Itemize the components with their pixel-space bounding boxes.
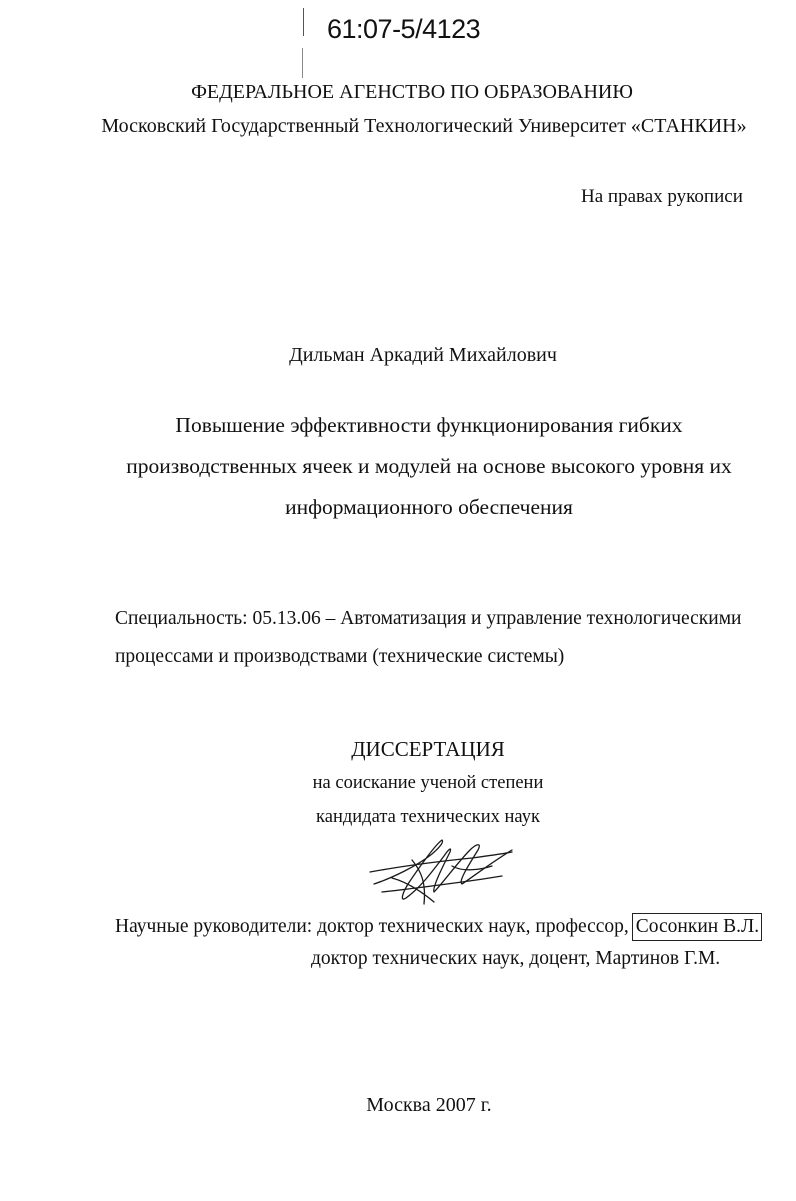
thesis-title-line: производственных ячеек и модулей на основе высокого уровня их (126, 454, 732, 478)
supervisors-line-2: доктор технических наук, доцент, Мартинов Г.М. (311, 948, 721, 969)
degree-line-1: на соискание ученой степени (312, 773, 544, 793)
author-name: Дильман Аркадий Михайлович (289, 344, 557, 366)
scan-mark-line (303, 8, 304, 36)
supervisor-name-boxed: Сосонкин В.Л. (632, 913, 762, 941)
dissertation-title: ДИССЕРТАЦИЯ (351, 737, 505, 761)
scan-mark-line (302, 48, 303, 78)
handwritten-signature (362, 832, 527, 912)
specialty-line-1: Специальность: 05.13.06 – Автоматизация и управление технологическими (115, 608, 742, 629)
specialty-line-2: процессами и производствами (технические системы) (115, 646, 565, 667)
degree-line-2: кандидата технических наук (316, 807, 540, 827)
thesis-title (0, 405, 796, 528)
thesis-title-line: Повышение эффективности функционирования гибких (175, 413, 683, 437)
supervisors-prefix: Научные руководители: доктор технических наук, профессор, (115, 916, 629, 937)
thesis-title-line: информационного обеспечения (285, 495, 573, 519)
agency-name: ФЕДЕРАЛЬНОЕ АГЕНСТВО ПО ОБРАЗОВАНИЮ (191, 81, 633, 103)
place-year: Москва 2007 г. (366, 1094, 492, 1116)
supervisors-line-1 (115, 913, 762, 941)
rights-note: На правах рукописи (581, 186, 743, 207)
university-name: Московский Государственный Технологический Университет «СТАНКИН» (101, 115, 747, 137)
catalog-number: 61:07-5/4123 (327, 14, 481, 44)
dissertation-block (0, 734, 796, 832)
